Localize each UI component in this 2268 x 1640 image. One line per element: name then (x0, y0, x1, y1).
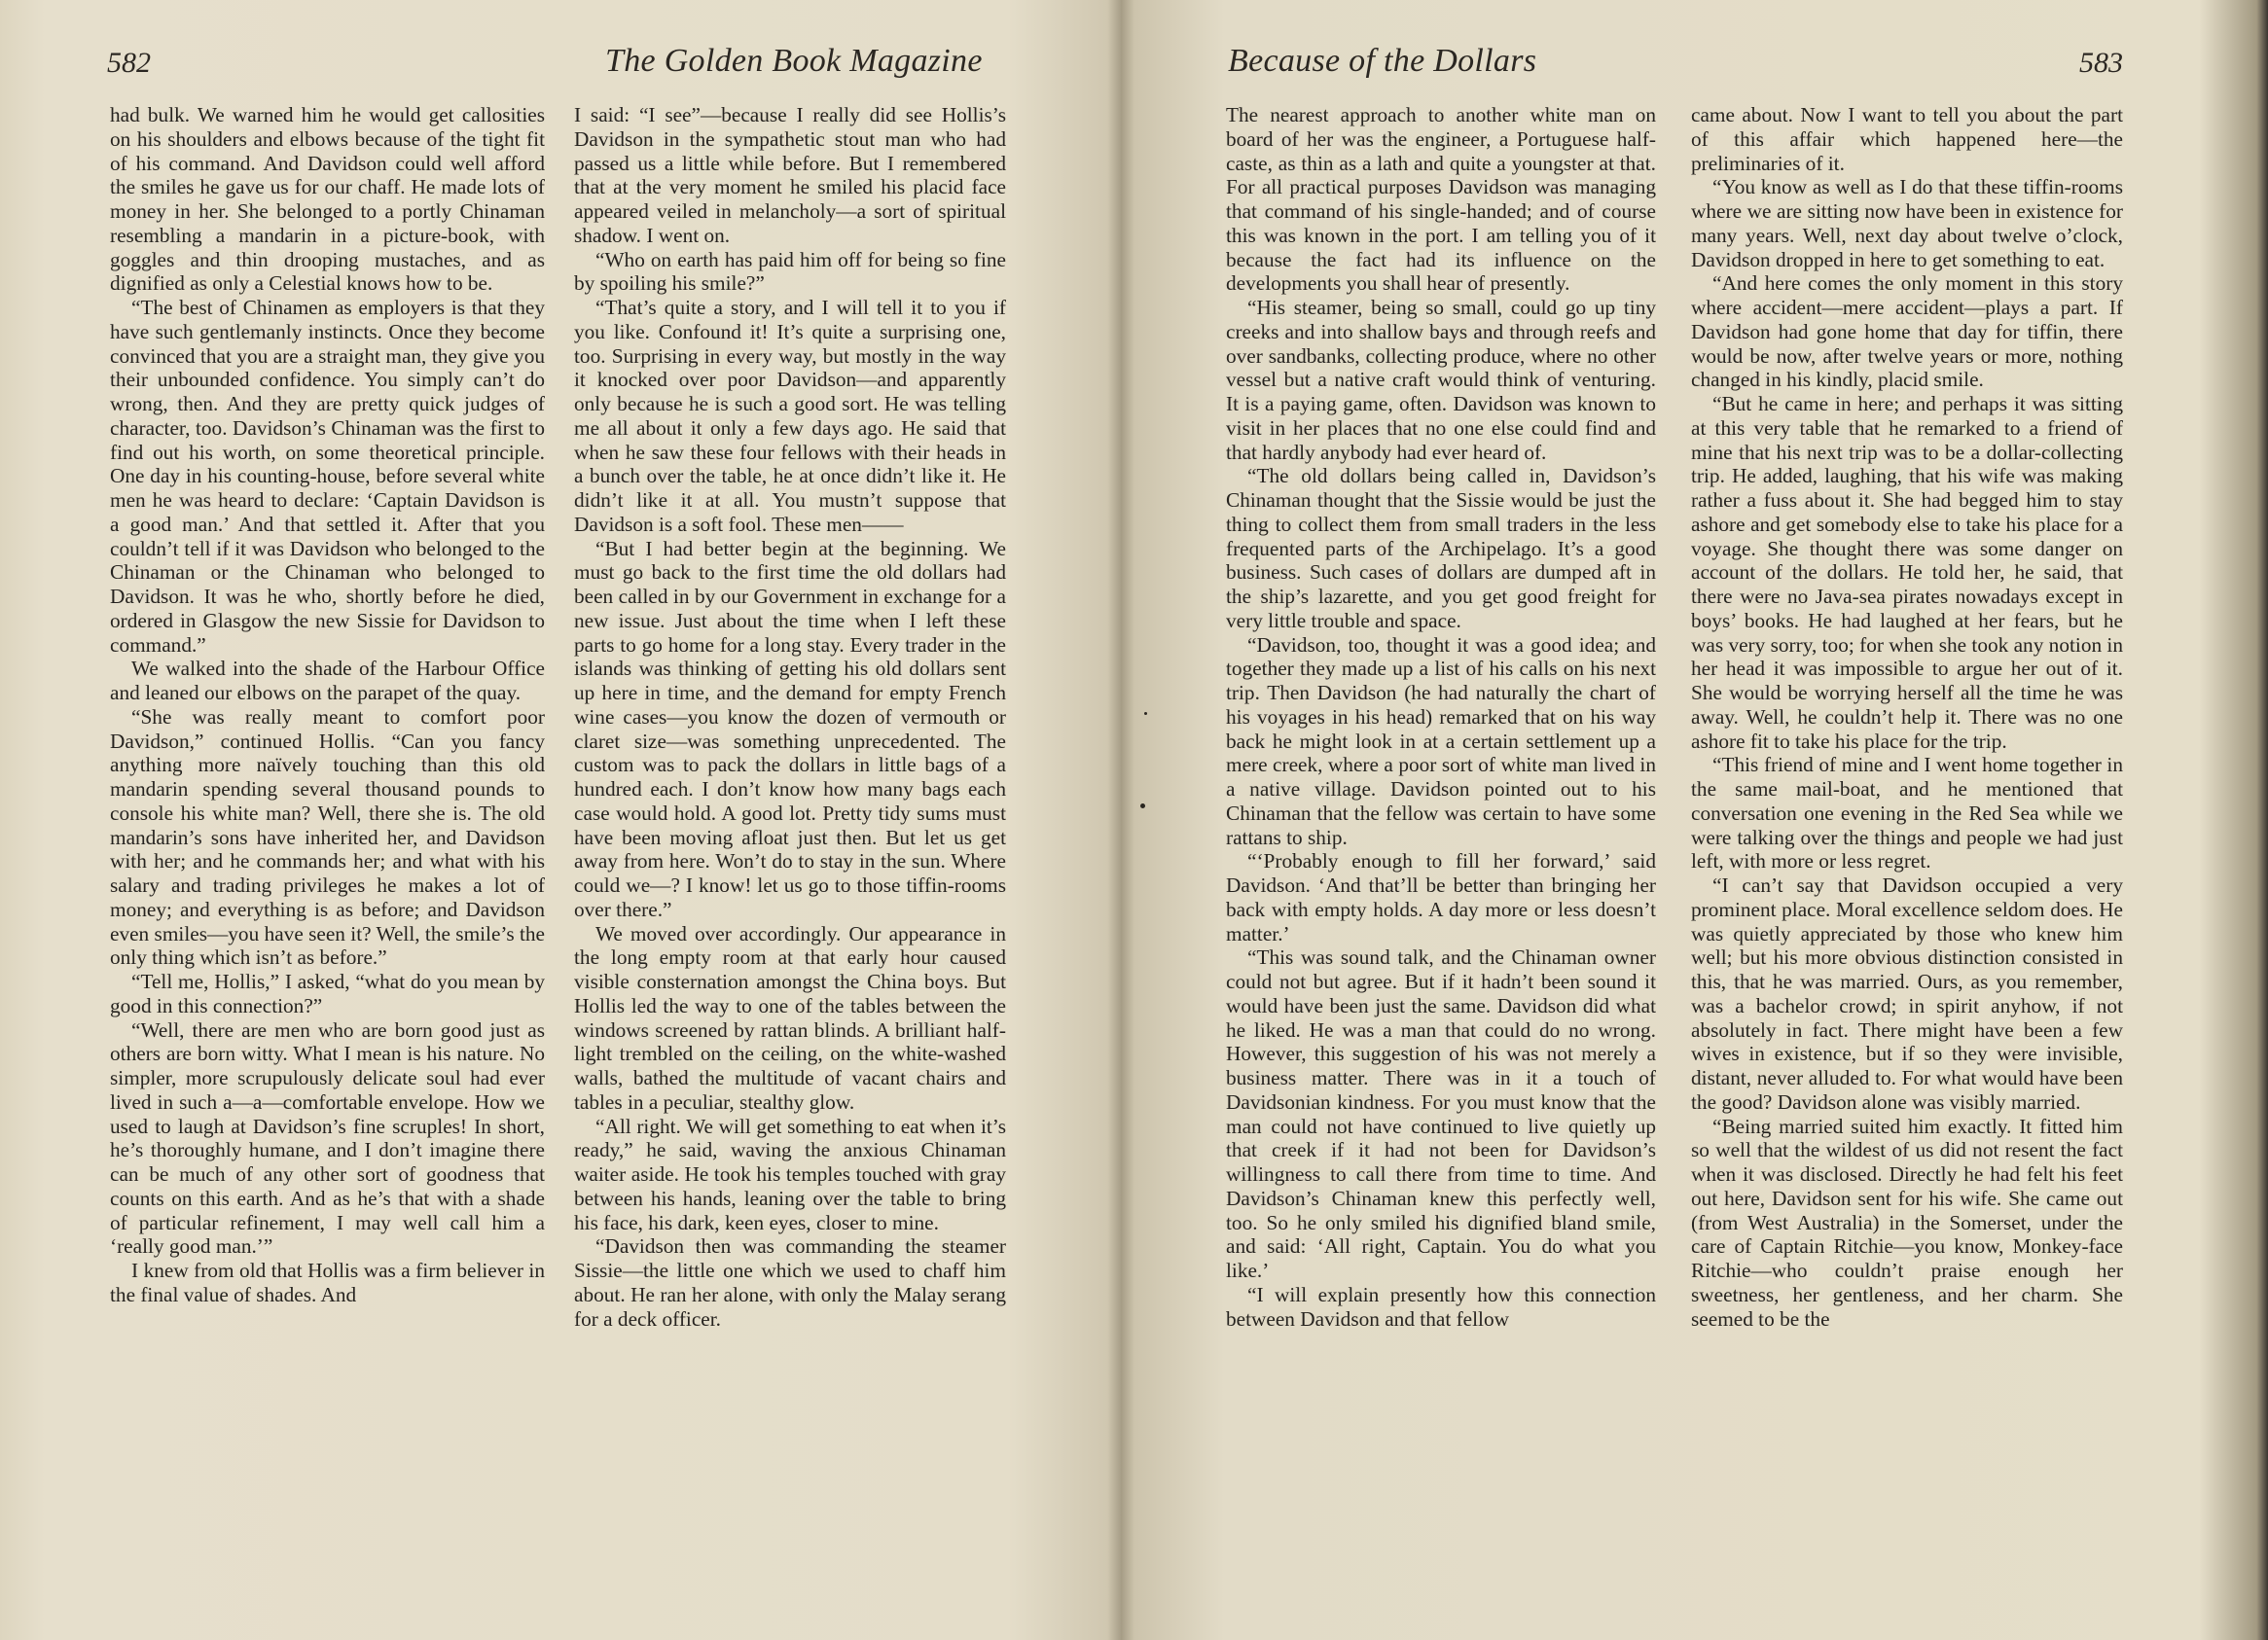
paragraph: had bulk. We warned him he would get callosities on his shoulders and elbows because of the tight fit of his command. And Davidson could well afford the smiles he gave us for our chaff. He made lots of money in her. She belonged to a portly Chinaman resembling a mandarin in a picture-book, with goggles and thin drooping mustaches, and as dignified as only a Celestial knows how to be. (110, 103, 545, 296)
paragraph: “Who on earth has paid him off for being so fine by spoiling his smile?” (574, 247, 1006, 296)
ink-speck (1144, 712, 1147, 715)
ink-speck (1140, 803, 1145, 808)
paragraph: “All right. We will get something to eat when it’s ready,” he said, waving the anxious Chinaman waiter aside. He took his temples touched with gray between his hands, leaning over the table to bring his face, his dark, keen eyes, closer to mine. (574, 1114, 1006, 1234)
page-number: 583 (2079, 47, 2123, 79)
paragraph: “Well, there are men who are born good just as others are born witty. What I mean is his nature. No simpler, more scrupulously delicate soul had ever lived in such a—a—comfortable envelope. How we used to laugh at Davidson’s fine scruples! In short, he’s thoroughly humane, and I don’t imagine there can be much of any other sort of goodness that counts on this earth. And as he’s that with a shade of particular refinement, I may well call him a ‘really good man.’” (110, 1017, 545, 1259)
text-column (1226, 103, 1656, 1331)
paragraph: “That’s quite a story, and I will tell it to you if you like. Confound it! It’s quite a surprising one, too. Surprising in every way, but mostly in the way it knocked over poor Davidson—and apparently only because he is such a good sort. He was telling me all about it only a few days ago. He said that when he saw these four fellows with their heads in a bunch over the table, he at once didn’t like it. He didn’t like it at all. You mustn’t suppose that Davidson is a soft fool. These men—— (574, 296, 1006, 536)
paragraph: “The old dollars being called in, Davidson’s Chinaman thought that the Sissie would be just the thing to collect them from small traders in the less frequented parts of the Archipelago. It’s a good business. Such cases of dollars are dumped aft in the ship’s lazarette, and you get good freight for very little trouble and space. (1226, 464, 1656, 632)
paragraph: “She was really meant to comfort poor Davidson,” continued Hollis. “Can you fancy anything more naïvely touching than this old mandarin spending several thousand pounds to console his white man? Well, there she is. The old mandarin’s sons have inherited her, and Davidson with her; and he commands her; and what with his salary and trading privileges he makes a lot of money; and everything is as before; and Davidson even smiles—you have seen it? Well, the smile’s the only thing which isn’t as before.” (110, 704, 545, 970)
text-column (1691, 103, 2123, 1331)
paragraph: We moved over accordingly. Our appearance in the long empty room at that early hour caused visible consternation amongst the China boys. But Hollis led the way to one of the tables between the windows screened by rattan blinds. A brilliant half-light trembled on the ceiling, on the white-washed walls, bathed the multitude of vacant chairs and tables in a peculiar, stealthy glow. (574, 921, 1006, 1114)
paragraph: “I will explain presently how this connection between Davidson and that fellow (1226, 1282, 1656, 1331)
binding-gutter (1107, 0, 1134, 1640)
paragraph: “And here comes the only moment in this story where accident—mere accident—plays a part. If Davidson had gone home that day for tiffin, there would be now, after twelve years or more, nothing changed in his kindly, placid smile. (1691, 271, 2123, 392)
paragraph: “Being married suited him exactly. It fitted him so well that the wildest of us did not resent the fact when it was disclosed. Directly he had felt his feet out here, Davidson sent for his wife. She came out (from West Australia) in the Somerset, under the care of Captain Ritchie—you know, Monkey-face Ritchie—who couldn’t praise enough her sweetness, her gentleness, and her charm. She seemed to be the (1691, 1114, 2123, 1331)
paragraph: “Tell me, Hollis,” I asked, “what do you mean by good in this connection?” (110, 970, 545, 1017)
paragraph: “‘Probably enough to fill her forward,’ said Davidson. ‘And that’ll be better than bringing her back with empty holds. A day more or less doesn’t matter.’ (1226, 849, 1656, 945)
paragraph: “Davidson, too, thought it was a good idea; and together they made up a list of his calls on his next trip. Then Davidson (he had naturally the chart of his voyages in his head) remarked that on his way back he might look in at a certain settlement up a mere creek, where a poor sort of white man lived in a native village. Davidson pointed out to his Chinaman that the fellow was certain to have some rattans to ship. (1226, 632, 1656, 849)
paragraph: “This was sound talk, and the Chinaman owner could not but agree. But if it hadn’t been sound it would have been just the same. Davidson did what he liked. He was a man that could do no wrong. However, this suggestion of his was not merely a business matter. There was in it a touch of Davidsonian kindness. For you must know that the man could not have continued to live quietly up that creek if it had not been for Davidson’s willingness to call there from time to time. And Davidson’s Chinaman knew this perfectly well, too. So he only smiled his dignified bland smile, and said: ‘All right, Captain. You do what you like.’ (1226, 945, 1656, 1282)
paragraph: I knew from old that Hollis was a firm believer in the final value of shades. And (110, 1259, 545, 1306)
paragraph: “I can’t say that Davidson occupied a very prominent place. Moral excellence seldom does. He was quietly appreciated by those who knew him well; but his more obvious distinction consisted in this, that he was married. Ours, as you remember, was a bachelor crowd; in spirit anyhow, if not absolutely in fact. There might have been a few wives in existence, but if so they were invisible, distant, never alluded to. For what would have been the good? Davidson alone was visibly married. (1691, 873, 2123, 1114)
paragraph: “This friend of mine and I went home together in the same mail-boat, and he mentioned that conversation one evening in the Red Sea while we were talking over the things and people we had just left, with more or less regret. (1691, 753, 2123, 873)
paragraph: The nearest approach to another white man on board of her was the engineer, a Portuguese half-caste, as thin as a lath and quite a youngster at that. For all practical purposes Davidson was managing that command of his single-handed; and of course this was known in the port. I am telling you of it because the fact had its influence on the developments you shall hear of presently. (1226, 103, 1656, 296)
running-head: The Golden Book Magazine (605, 43, 983, 79)
paragraph: “His steamer, being so small, could go up tiny creeks and into shallow bays and through reefs and over sandbanks, collecting produce, where no other vessel but a native craft would think of venturing. It is a paying game, often. Davidson was known to visit in her places that no one else could find and that hardly anybody had ever heard of. (1226, 296, 1656, 464)
text-column (110, 103, 545, 1307)
left-page (0, 0, 1121, 1640)
paragraph: “The best of Chinamen as employers is that they have such gentlemanly instincts. Once they become convinced that you are a straight man, they give you their unbounded confidence. You simply can’t do wrong, then. And they are pretty quick judges of character, too. Davidson’s Chinaman was the first to find out his worth, on some theoretical principle. One day in his counting-house, before several white men he was heard to declare: ‘Captain Davidson is a good man.’ And that settled it. After that you couldn’t tell if it was Davidson who belonged to the Chinaman or the Chinaman who belonged to Davidson. It was he who, shortly before he died, ordered in Glasgow the new Sissie for Davidson to command.” (110, 296, 545, 657)
paragraph: We walked into the shade of the Harbour Office and leaned our elbows on the parapet of the quay. (110, 657, 545, 704)
paragraph: “Davidson then was commanding the steamer Sissie—the little one which we used to chaff him about. He ran her alone, with only the Malay serang for a deck officer. (574, 1234, 1006, 1331)
text-column (574, 103, 1006, 1331)
paragraph: came about. Now I want to tell you about the part of this affair which happened here—the preliminaries of it. (1691, 103, 2123, 175)
paragraph: “But I had better begin at the beginning. We must go back to the first time the old dollars had been called in by our Government in exchange for a new issue. Just about the time when I left these parts to go home for a long stay. Every trader in the islands was thinking of getting his old dollars sent up here in time, and the demand for empty French wine cases—you know the dozen of vermouth or claret size—was something unprecedented. The custom was to pack the dollars in little bags of a hundred each. I don’t know how many bags each case would hold. A good lot. Pretty tidy sums must have been moving afloat just then. But let us get away from here. Won’t do to stay in the sun. Where could we—? I know! let us go to those tiffin-rooms over there.” (574, 536, 1006, 921)
paragraph: I said: “I see”—because I really did see Hollis’s Davidson in the sympathetic stout man who had passed us a little while before. But I remembered that at the very moment he smiled his placid face appeared veiled in melancholy—a sort of spiritual shadow. I went on. (574, 103, 1006, 247)
paragraph: “You know as well as I do that these tiffin-rooms where we are sitting now have been in existence for many years. Well, next day about twelve o’clock, Davidson dropped in here to get something to eat. (1691, 175, 2123, 271)
paragraph: “But he came in here; and perhaps it was sitting at this very table that he remarked to a friend of mine that his next trip was to be a dollar-collecting trip. He added, laughing, that his wife was making rather a fuss about it. She had begged him to stay ashore and get somebody else to take his place for a voyage. She thought there was some danger on account of the dollars. He told her, he said, that there were no Java-sea pirates nowadays except in boys’ books. He had laughed at her fears, but he was very sorry, too; for when she took any notion in her head it was impossible to argue her out of it. She would be worrying herself all the time he was away. Well, he couldn’t help it. There was no one ashore fit to take his place for the trip. (1691, 392, 2124, 753)
right-page (1121, 0, 2268, 1640)
page-number: 582 (107, 47, 151, 79)
running-head: Because of the Dollars (1228, 43, 1537, 79)
